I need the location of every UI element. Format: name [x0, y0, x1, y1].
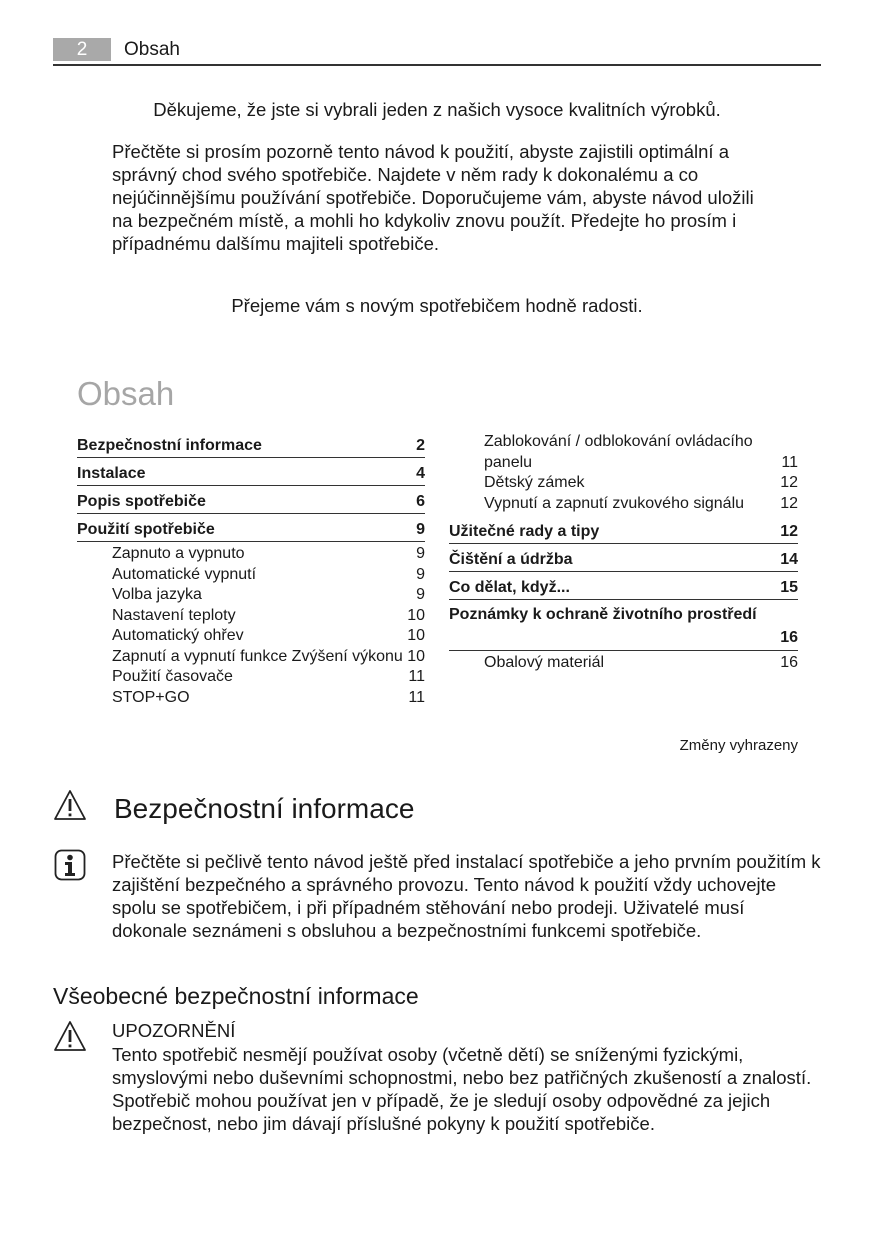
toc-subentry-label: Nastavení teploty	[112, 606, 236, 624]
toc-subentry-page: 12	[780, 474, 798, 491]
intro-paragraph: Přečtěte si prosím pozorně tento návod k použití, abyste zajistili optimální a správný chod svého spotřebiče. Najdete v něm rady k dokonalému a co nejúčinnějšímu používání spotřebiče. Doporučujeme vám, abyste návod uložili na bezpečném místě, a mohli ho kdykoliv znovu použít. Předejte ho prosím i případnému dalšímu majiteli spotřebiče.	[112, 141, 754, 254]
toc-subentry-page: 12	[780, 494, 798, 512]
toc-sub-entry[interactable]	[77, 667, 425, 688]
info-icon	[54, 849, 86, 881]
toc-sub-entry[interactable]	[77, 585, 425, 606]
toc-subentry-page: 16	[780, 654, 798, 671]
warning-triangle-icon	[53, 1020, 87, 1052]
toc-subentry-label: Vypnutí a zapnutí zvukového signálu	[484, 494, 745, 512]
toc-subentry-page: 11	[408, 688, 425, 706]
toc-sub-entry[interactable]	[77, 688, 425, 709]
toc-entry-page: 14	[780, 551, 798, 568]
toc-heading: Obsah	[77, 375, 175, 412]
header-rule	[53, 64, 821, 66]
toc-subentry-label: Automatické vypnutí	[112, 565, 257, 583]
toc-entry-page: 15	[780, 579, 798, 596]
page-number-badge: 2	[53, 38, 111, 61]
changes-note: Změny vyhrazeny	[679, 737, 798, 754]
toc-entry-label: Popis spotřebiče	[77, 493, 206, 510]
toc-sub-entry[interactable]	[449, 494, 798, 515]
toc-subentry-label: Zablokování / odblokování ovládacího panelu	[484, 433, 753, 471]
toc-main-entry[interactable]	[449, 546, 798, 572]
toc-subentry-page: 11	[781, 453, 798, 471]
warning-triangle-icon	[53, 789, 87, 821]
toc-entry-page: 6	[416, 493, 425, 510]
toc-sub-entry[interactable]	[77, 626, 425, 647]
toc-subentry-label: Dětský zámek	[484, 474, 585, 491]
toc-subentry-page: 9	[416, 565, 425, 583]
toc-sub-entry[interactable]	[77, 565, 425, 586]
toc-sub-entry[interactable]	[449, 432, 798, 473]
toc-subentry-label: Zapnuto a vypnuto	[112, 545, 245, 562]
toc-entry-label: Co dělat, když...	[449, 579, 570, 596]
toc-subentry-label: Použití časovače	[112, 668, 233, 685]
toc-entry-page: 2	[416, 437, 425, 454]
toc-entry-label: Použití spotřebiče	[77, 521, 215, 538]
warning-label: UPOZORNĚNÍ	[112, 1020, 236, 1041]
toc-subentry-label: Obalový materiál	[484, 654, 605, 671]
warning-text: Tento spotřebič nesmějí používat osoby (včetně dětí) se sníženými fyzickými, smyslovými nebo duševními schopnostmi, nebo bez patřičných zkušeností a znalostí. Spotřebič mohou používat jen v případě, že je sledují osoby odpovědné za jejich bezpečnost, nebo jim dávají příslušné pokyny k použití spotřebiče.	[112, 1044, 812, 1134]
info-text: Přečtěte si pečlivě tento návod ještě před instalací spotřebiče a jeho prvním použitím k zajištění bezpečného a správného provozu. Tento návod k použití vždy uchovejte spolu se spotřebičem, i při případném stěhování nebo prodeji. Uživatelé musí dokonale seznámeni s obsluhou a bezpečnostními funkcemi spotřebiče.	[112, 851, 821, 941]
section-title: Bezpečnostní informace	[114, 793, 415, 824]
intro-wishes: Přejeme vám s novým spotřebičem hodně radosti.	[231, 295, 643, 316]
toc-sub-entry[interactable]	[77, 544, 425, 565]
toc-entry-label: Instalace	[77, 465, 146, 482]
toc-entry-label: Užitečné rady a tipy	[449, 523, 600, 540]
toc-subentry-page: 10	[407, 647, 425, 665]
toc-entry-page: 16	[780, 629, 798, 646]
toc-right-column	[449, 432, 798, 674]
toc-main-entry[interactable]	[449, 602, 798, 651]
toc-subentry-page: 10	[407, 627, 425, 644]
toc-main-entry[interactable]	[77, 516, 425, 542]
toc-sub-entry[interactable]	[77, 647, 425, 668]
toc-left-column	[77, 432, 425, 708]
toc-sub-entry[interactable]	[77, 606, 425, 627]
toc-entry-page: 4	[416, 465, 425, 482]
general-safety-title: Všeobecné bezpečnostní informace	[53, 983, 419, 1009]
toc-entry-page: 12	[780, 523, 798, 540]
toc-subentry-page: 9	[416, 586, 425, 603]
toc-subentry-label: Volba jazyka	[112, 586, 202, 603]
toc-subentry-page: 10	[407, 606, 425, 624]
toc-subentry-page: 9	[416, 545, 425, 562]
toc-main-entry[interactable]	[77, 432, 425, 458]
toc-main-entry[interactable]	[77, 460, 425, 486]
toc-main-entry[interactable]	[449, 574, 798, 600]
toc-subentry-label: STOP+GO	[112, 688, 190, 706]
toc-sub-entry[interactable]	[449, 473, 798, 494]
toc-entry-label: Bezpečnostní informace	[77, 437, 262, 454]
toc-main-entry[interactable]	[77, 488, 425, 514]
toc-subentry-page: 11	[408, 668, 425, 685]
toc-subentry-label: Zapnutí a vypnutí funkce Zvýšení výkonu	[112, 647, 403, 665]
toc-entry-label: Čištění a údržba	[449, 551, 573, 568]
header-title: Obsah	[124, 39, 180, 60]
toc-sub-entry[interactable]	[449, 653, 798, 674]
intro-thanks: Děkujeme, že jste si vybrali jeden z našich vysoce kvalitních výrobků.	[153, 99, 721, 120]
toc-entry-label: Poznámky k ochraně životního prostředí	[449, 606, 757, 623]
toc-entry-page: 9	[416, 521, 425, 538]
toc-subentry-label: Automatický ohřev	[112, 627, 244, 644]
toc-main-entry[interactable]	[449, 518, 798, 544]
